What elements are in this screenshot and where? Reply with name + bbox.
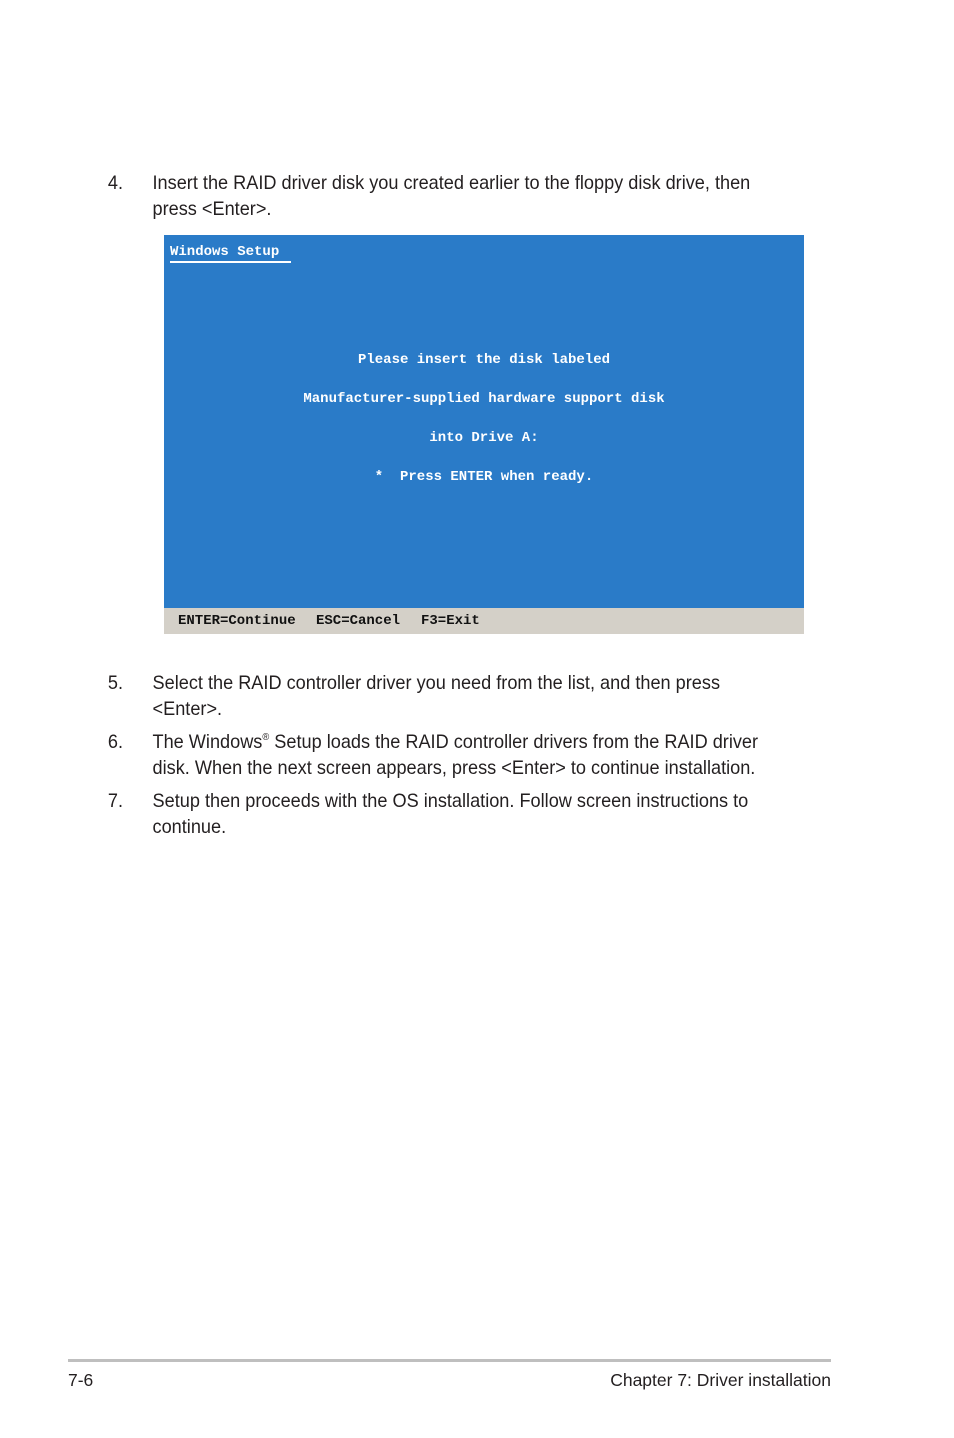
footer-divider: [68, 1359, 831, 1362]
screen-message-line: Manufacturer-supplied hardware support disk: [303, 391, 665, 407]
screen-status-bar: [164, 608, 804, 634]
status-enter-continue: ENTER=Continue: [178, 613, 296, 629]
screen-message-line: Please insert the disk labeled: [357, 352, 611, 368]
status-esc-cancel: ESC=Cancel: [316, 613, 401, 629]
page-number: 7-6: [68, 1370, 94, 1390]
screen-message-line: * Press ENTER when ready.: [374, 469, 594, 485]
status-f3-exit: F3=Exit: [421, 613, 480, 629]
screen-title: Windows Setup: [170, 243, 291, 263]
step-number: 5.: [107, 672, 124, 694]
step-number: 7.: [107, 790, 124, 812]
step-number: 4.: [107, 172, 124, 194]
registered-mark: ®: [262, 732, 270, 743]
step-number: 6.: [107, 731, 124, 753]
step-text: Insert the RAID driver disk you created earlier to the floppy disk drive, then press <Enter>.: [152, 172, 751, 220]
chapter-title: Chapter 7: Driver installation: [610, 1370, 831, 1390]
step-text: Setup then proceeds with the OS installation. Follow screen instructions to continue.: [152, 790, 749, 838]
step-text: The Windows® Setup loads the RAID controller drivers from the RAID driver disk. When the next screen appears, press <Enter> to continue installation.: [152, 731, 759, 779]
step-text: Select the RAID controller driver you need from the list, and then press <Enter>.: [152, 672, 721, 720]
screen-message-line: into Drive A:: [429, 430, 539, 446]
windows-setup-screen: [164, 235, 804, 634]
